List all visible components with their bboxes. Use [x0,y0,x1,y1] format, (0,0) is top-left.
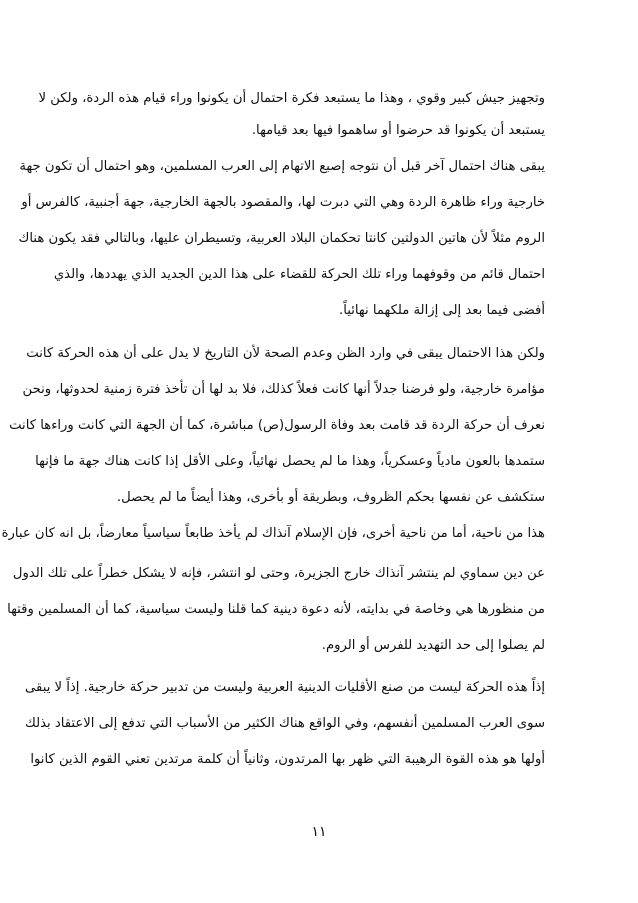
page-number: ١١ [311,824,327,840]
text-line: أفضى فيما بعد إلى إزالة ملكهما نهائياً. [339,303,545,318]
text-line: سوى العرب المسلمين أنفسهم، وفي الواقع هناك الكثير من الأسباب التي تدفع إلى الاعتقاد بذلك [24,716,545,731]
text-line: ستمدها بالعون مادياً وعسكرياً، وهذا ما لم يحصل نهائياً، وعلى الأقل إذا كانت هناك جهة ما فإنها [35,454,545,469]
text-line: ولكن هذا الاحتمال يبقى في وارد الظن وعدم الصحة لأن التاريخ لا يدل على أن هذه الحركة كانت [26,346,545,361]
text-line: أولها هو هذه القوة الرهيبة التي ظهر بها المرتدون، وثانياً أن كلمة مرتدين تعني القوم الذين كانوا [30,752,545,767]
text-line: عن دين سماوي لم ينتشر آنذاك خارج الجزيرة، وحتى لو انتشر، فإنه لا يشكل خطراً على تلك الدول [12,566,545,581]
text-line: من منظورها هي وخاصة في بدايته، لأنه دعوة دينية كما قلنا وليست سياسية، كما أن المسلمين وقتها [7,602,545,617]
text-line: هذا من ناحية، أما من ناحية أخرى، فإن الإسلام آنذاك لم يأخذ طابعاً سياسياً معارضاً، بل انه كان عبارة [1,526,545,541]
text-line: احتمال قائم من وقوفهما وراء تلك الحركة للقضاء على هذا الدين الجديد الذي يهددها، والذي [53,267,545,282]
text-line: يبقى هناك احتمال آخر قبل أن نتوجه إصبع الاتهام إلى العرب المسلمين، وهو احتمال أن تكون جهة [19,159,545,174]
text-line: نعرف أن حركة الردة قد قامت بعد وفاة الرسول(ص) مباشرة، كما أن الجهة التي كانت وراءها كانت [9,418,545,433]
text-line: خارجية وراء ظاهرة الردة وهي التي دبرت لها، والمقصود بالجهة الخارجية، جهة أجنبية، كالفرس أو [21,195,545,210]
text-line: مؤامرة خارجية، ولو فرضنا جدلاً أنها كانت فعلاً كذلك، فلا بد لها أن تأخذ فترة زمنية لحدوثها، ونحن [22,382,545,397]
text-line: لم يصلوا إلى حد التهديد للفرس أو الروم. [321,638,545,653]
text-line: إذاً هذه الحركة ليست من صنع الأقليات الدينية العربية وليست من تدبير حركة خارجية. إذاً لا يبقى [25,680,545,695]
text-line: ستكشف عن نفسها بحكم الظروف، وبطريقة أو بأخرى، وهذا أيضاً ما لم يحصل. [116,490,545,505]
text-line: الروم مثلاً لأن هاتين الدولتين كانتا تحكمان البلاد العربية، وتسيطران عليها، وبالتالي فقد يكون هناك [18,231,545,246]
text-line: يستبعد أن يكونوا قد حرضوا أو ساهموا فيها بعد قيامها. [251,123,545,138]
text-line: وتجهيز جيش كبير وقوي ، وهذا ما يستبعد فكرة احتمال أن يكونوا وراء قيام هذه الردة، ولكن لا [38,91,545,106]
